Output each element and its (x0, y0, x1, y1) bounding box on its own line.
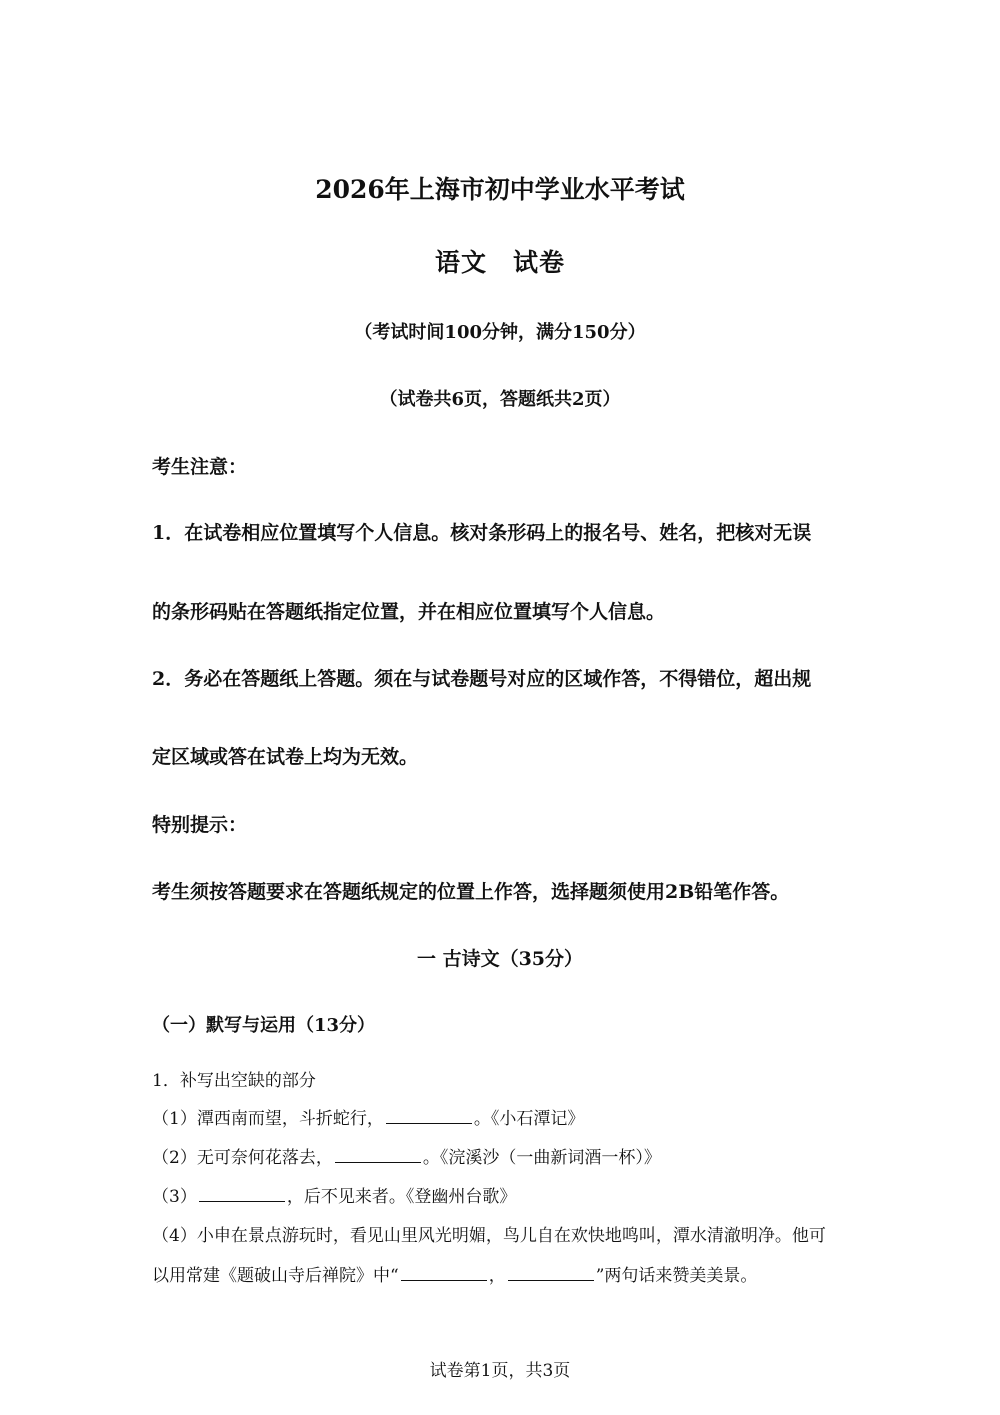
question-1-3 (152, 1182, 848, 1207)
answer-blank (335, 1161, 421, 1163)
question-1-4-text: 以用常建《题破山寺后禅院》中“ (152, 1266, 399, 1286)
tips-heading: 特别提示： (152, 814, 248, 836)
answer-blank (386, 1122, 472, 1124)
question-1-4-tail: ”两句话来赞美美景。 (595, 1266, 758, 1286)
part-title: （一）默写与运用（13分） (152, 1015, 376, 1036)
answer-blank (199, 1200, 285, 1202)
exam-pages-info: （试卷共6页，答题纸共2页） (379, 389, 621, 410)
notice-item-2-line-1: 2．务必在答题纸上答题。须在与试卷题号对应的区域作答，不得错位，超出规 (152, 668, 812, 690)
exam-title: 2026年上海市初中学业水平考试 (315, 175, 685, 204)
notice-heading: 考生注意： (152, 456, 248, 478)
page-number: 试卷第1页，共3页 (429, 1361, 571, 1381)
section-title: 一 古诗文（35分） (416, 948, 584, 970)
question-1-2 (152, 1143, 848, 1168)
question-1-2-source: 。《浣溪沙（一曲新词酒一杯）》 (422, 1148, 661, 1168)
question-1-1-text: （1）潭西南而望，斗折蛇行， (152, 1109, 384, 1129)
answer-blank (508, 1279, 594, 1281)
question-1-4-line-1: （4）小申在景点游玩时，看见山里风光明媚，鸟儿自在欢快地鸣叫，潭水清澈明净。他可 (152, 1226, 826, 1246)
notice-item-1-line-1: 1．在试卷相应位置填写个人信息。核对条形码上的报名号、姓名，把核对无误 (152, 522, 812, 544)
notice-item-1-line-2: 的条形码贴在答题纸指定位置，并在相应位置填写个人信息。 (152, 601, 666, 623)
question-1-2-text: （2）无可奈何花落去， (152, 1148, 333, 1168)
question-1-4-comma: ， (488, 1266, 506, 1286)
question-1-1-source: 。《小石潭记》 (473, 1109, 585, 1129)
exam-time-info: （考试时间100分钟，满分150分） (354, 322, 646, 343)
question-1-4-line-2 (152, 1261, 848, 1286)
question-1-1 (152, 1104, 848, 1129)
exam-subject: 语文 试卷 (434, 248, 565, 277)
notice-item-2-line-2: 定区域或答在试卷上均为无效。 (152, 746, 419, 768)
tips-text: 考生须按答题要求在答题纸规定的位置上作答，选择题须使用2B铅笔作答。 (152, 881, 790, 903)
question-1-3-label: （3） (152, 1187, 197, 1207)
question-1-3-text: ，后不见来者。《登幽州台歌》 (286, 1187, 517, 1207)
answer-blank (401, 1279, 487, 1281)
question-1-stem: 1．补写出空缺的部分 (152, 1071, 316, 1091)
